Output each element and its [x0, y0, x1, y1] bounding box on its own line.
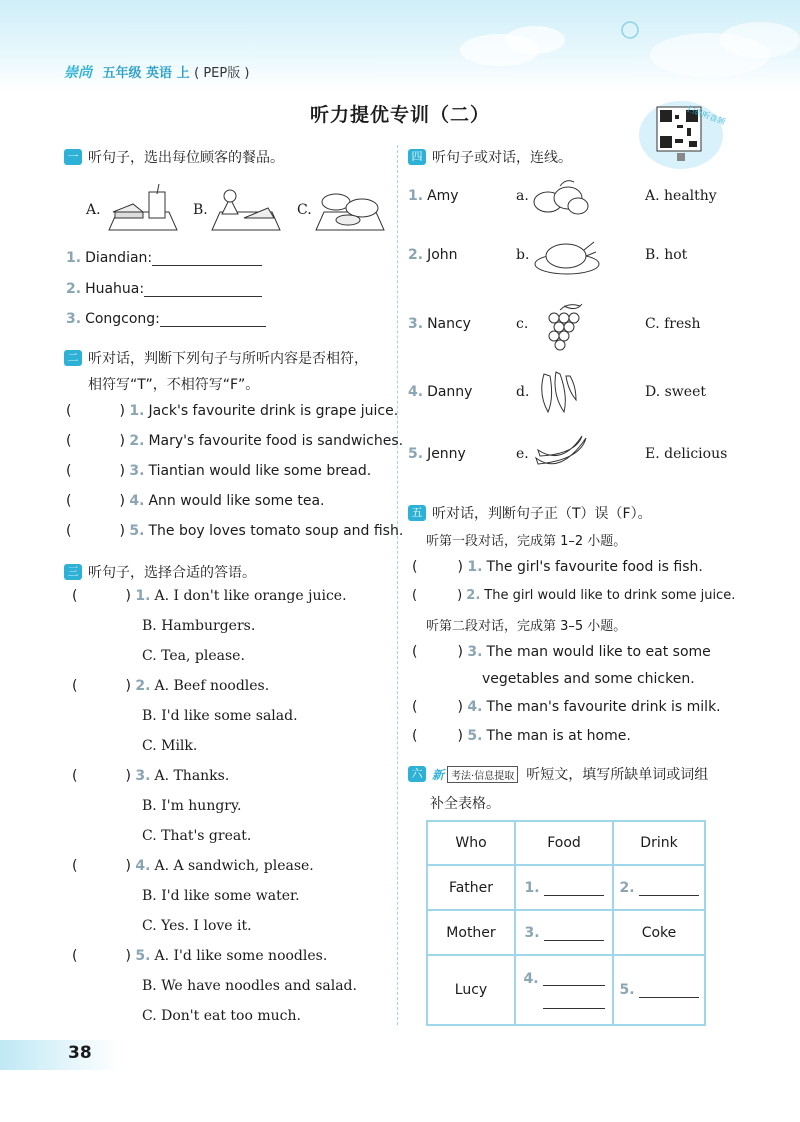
match-name-3[interactable]: 3. Nancy	[408, 316, 471, 332]
s3-option: C. Tea, please.	[142, 648, 245, 664]
section6-heading: 六 新 考法·信息提取 听短文，填写所缺单词或词组	[408, 764, 708, 784]
s3-option: B. I'd like some water.	[142, 888, 300, 904]
s3-option: C. Yes. I love it.	[142, 918, 252, 934]
answer-blank[interactable]	[639, 997, 699, 998]
page-number: 38	[68, 1043, 92, 1063]
new-tag: 新	[432, 767, 445, 782]
s5-item-2: ( ) 2. The girl would like to drink some juice.	[412, 588, 736, 603]
page-number-band	[0, 1040, 120, 1070]
s5-item-1: ( ) 1. The girl's favourite food is fish.	[412, 559, 703, 575]
section3-heading: 三 听句子，选择合适的答语。	[64, 562, 256, 582]
table-cell-drink[interactable]: 2.	[613, 865, 705, 910]
answer-blank[interactable]	[544, 895, 604, 896]
section6-instruction-2: 补全表格。	[430, 796, 500, 812]
answer-blank[interactable]	[543, 971, 605, 986]
section2-heading: 二 听对话，判断下列句子与所听内容是否相符，	[64, 348, 368, 368]
match-letter-a: a.	[516, 188, 529, 204]
table-cell-drink[interactable]: 5.	[613, 955, 705, 1025]
table-cell-food[interactable]: 4.	[515, 955, 613, 1025]
match-adjective-d[interactable]: D. sweet	[645, 384, 706, 400]
s3-option: B. I'd like some salad.	[142, 708, 298, 724]
section1-heading	[64, 147, 284, 167]
section2-badge: 二	[64, 350, 82, 366]
match-letter-b: b.	[516, 247, 530, 263]
answer-blank[interactable]	[160, 326, 266, 327]
s3-item-1: ( ) 1. A. I don't like orange juice.	[72, 588, 347, 604]
answer-blank[interactable]	[544, 940, 604, 941]
table-header-who: Who	[427, 821, 515, 865]
grade-subject: 五年级 英语 上	[102, 66, 190, 81]
section1-badge: 一	[64, 149, 82, 165]
fill-table	[426, 820, 706, 1026]
qr-code-icon[interactable]	[637, 95, 725, 173]
tag-label: 考法·信息提取	[447, 766, 518, 783]
table-header-drink: Drink	[613, 821, 705, 865]
dinner-plates-icon	[312, 184, 388, 234]
section2-instruction-2: 相符写“T”，不相符写“F”。	[88, 377, 260, 393]
match-letter-c: c.	[516, 316, 529, 332]
section5-badge: 五	[408, 505, 426, 521]
s1-item-1: 1. Diandian:	[66, 250, 262, 266]
match-name-4[interactable]: 4. Danny	[408, 384, 473, 400]
s3-item-4: ( ) 4. A. A sandwich, please.	[72, 858, 314, 874]
table-cell-drink: Coke	[613, 910, 705, 955]
answer-blank[interactable]	[152, 265, 262, 266]
s3-item-2: ( ) 2. A. Beef noodles.	[72, 678, 270, 694]
answer-blank[interactable]	[543, 986, 605, 1009]
column-divider	[397, 145, 398, 1025]
roast-chicken-icon[interactable]	[532, 236, 602, 276]
match-letter-d: d.	[516, 384, 530, 400]
s3-item-3: ( ) 3. A. Thanks.	[72, 768, 230, 784]
s5-item-4: ( ) 4. The man's favourite drink is milk.	[412, 699, 721, 715]
pic-label-c: C.	[297, 202, 312, 218]
s3-option: C. That's great.	[142, 828, 252, 844]
cake-icecream-icon	[208, 184, 284, 234]
match-adjective-a[interactable]: A. healthy	[645, 188, 717, 204]
potatoes-icon[interactable]	[530, 176, 590, 218]
table-row	[427, 865, 705, 910]
table-header-food: Food	[515, 821, 613, 865]
s2-item-4: ( ) 4. Ann would like some tea.	[66, 493, 325, 509]
answer-blank[interactable]	[144, 296, 262, 297]
chili-peppers-icon[interactable]	[534, 368, 580, 416]
grapes-icon[interactable]	[538, 302, 588, 354]
page-title: 听力提优专训（二）	[309, 104, 490, 126]
table-row	[427, 955, 705, 1025]
match-name-2[interactable]: 2. John	[408, 247, 458, 263]
bananas-icon[interactable]	[532, 432, 592, 474]
s3-item-5: ( ) 5. A. I'd like some noodles.	[72, 948, 328, 964]
s5-item-5: ( ) 5. The man is at home.	[412, 728, 631, 744]
s2-item-1: ( ) 1. Jack's favourite drink is grape juice.	[66, 403, 399, 419]
section6-badge: 六	[408, 766, 426, 782]
s1-item-3: 3. Congcong:	[66, 311, 266, 327]
match-adjective-e[interactable]: E. delicious	[645, 446, 728, 462]
answer-blank[interactable]	[639, 895, 699, 896]
table-cell-who: Mother	[427, 910, 515, 955]
s3-option: B. I'm hungry.	[142, 798, 242, 814]
table-cell-food[interactable]: 3.	[515, 910, 613, 955]
s3-option: C. Don't eat too much.	[142, 1008, 301, 1024]
brand-line	[64, 62, 249, 82]
s2-item-2: ( ) 2. Mary's favourite food is sandwiches.	[66, 433, 404, 449]
section1-instruction: 听句子，选出每位顾客的餐品。	[88, 150, 284, 166]
pic-label-a: A.	[86, 202, 101, 218]
s3-option: B. Hamburgers.	[142, 618, 256, 634]
section4-heading: 四 听句子或对话，连线。	[408, 147, 572, 167]
sandwich-drink-icon	[103, 182, 183, 234]
edition: ( PEP版 )	[194, 66, 250, 81]
s2-item-3: ( ) 3. Tiantian would like some bread.	[66, 463, 372, 479]
table-cell-who: Father	[427, 865, 515, 910]
s1-item-2: 2. Huahua:	[66, 281, 262, 297]
table-row	[427, 910, 705, 955]
s5-item-3-cont: vegetables and some chicken.	[482, 671, 695, 687]
section4-badge: 四	[408, 149, 426, 165]
match-adjective-c[interactable]: C. fresh	[645, 316, 701, 332]
match-letter-e: e.	[516, 446, 529, 462]
match-name-1[interactable]: 1. Amy	[408, 188, 459, 204]
qr-caption: 扫码听音频	[685, 104, 727, 127]
match-adjective-b[interactable]: B. hot	[645, 247, 688, 263]
s3-option: B. We have noodles and salad.	[142, 978, 357, 994]
table-cell-who: Lucy	[427, 955, 515, 1025]
table-cell-food[interactable]: 1.	[515, 865, 613, 910]
section5-sub1: 听第一段对话，完成第 1–2 小题。	[426, 534, 627, 549]
s3-option: C. Milk.	[142, 738, 198, 754]
pic-label-b: B.	[193, 202, 208, 218]
section3-badge: 三	[64, 564, 82, 580]
brand-logo: 崇尚	[64, 65, 92, 81]
section5-sub2: 听第二段对话，完成第 3–5 小题。	[426, 619, 627, 634]
s5-item-3: ( ) 3. The man would like to eat some	[412, 644, 711, 660]
section5-heading: 五 听对话，判断句子正（T）误（F）。	[408, 503, 652, 523]
s2-item-5: ( ) 5. The boy loves tomato soup and fish.	[66, 523, 404, 539]
match-name-5[interactable]: 5. Jenny	[408, 446, 466, 462]
cloud-decoration	[440, 0, 800, 92]
